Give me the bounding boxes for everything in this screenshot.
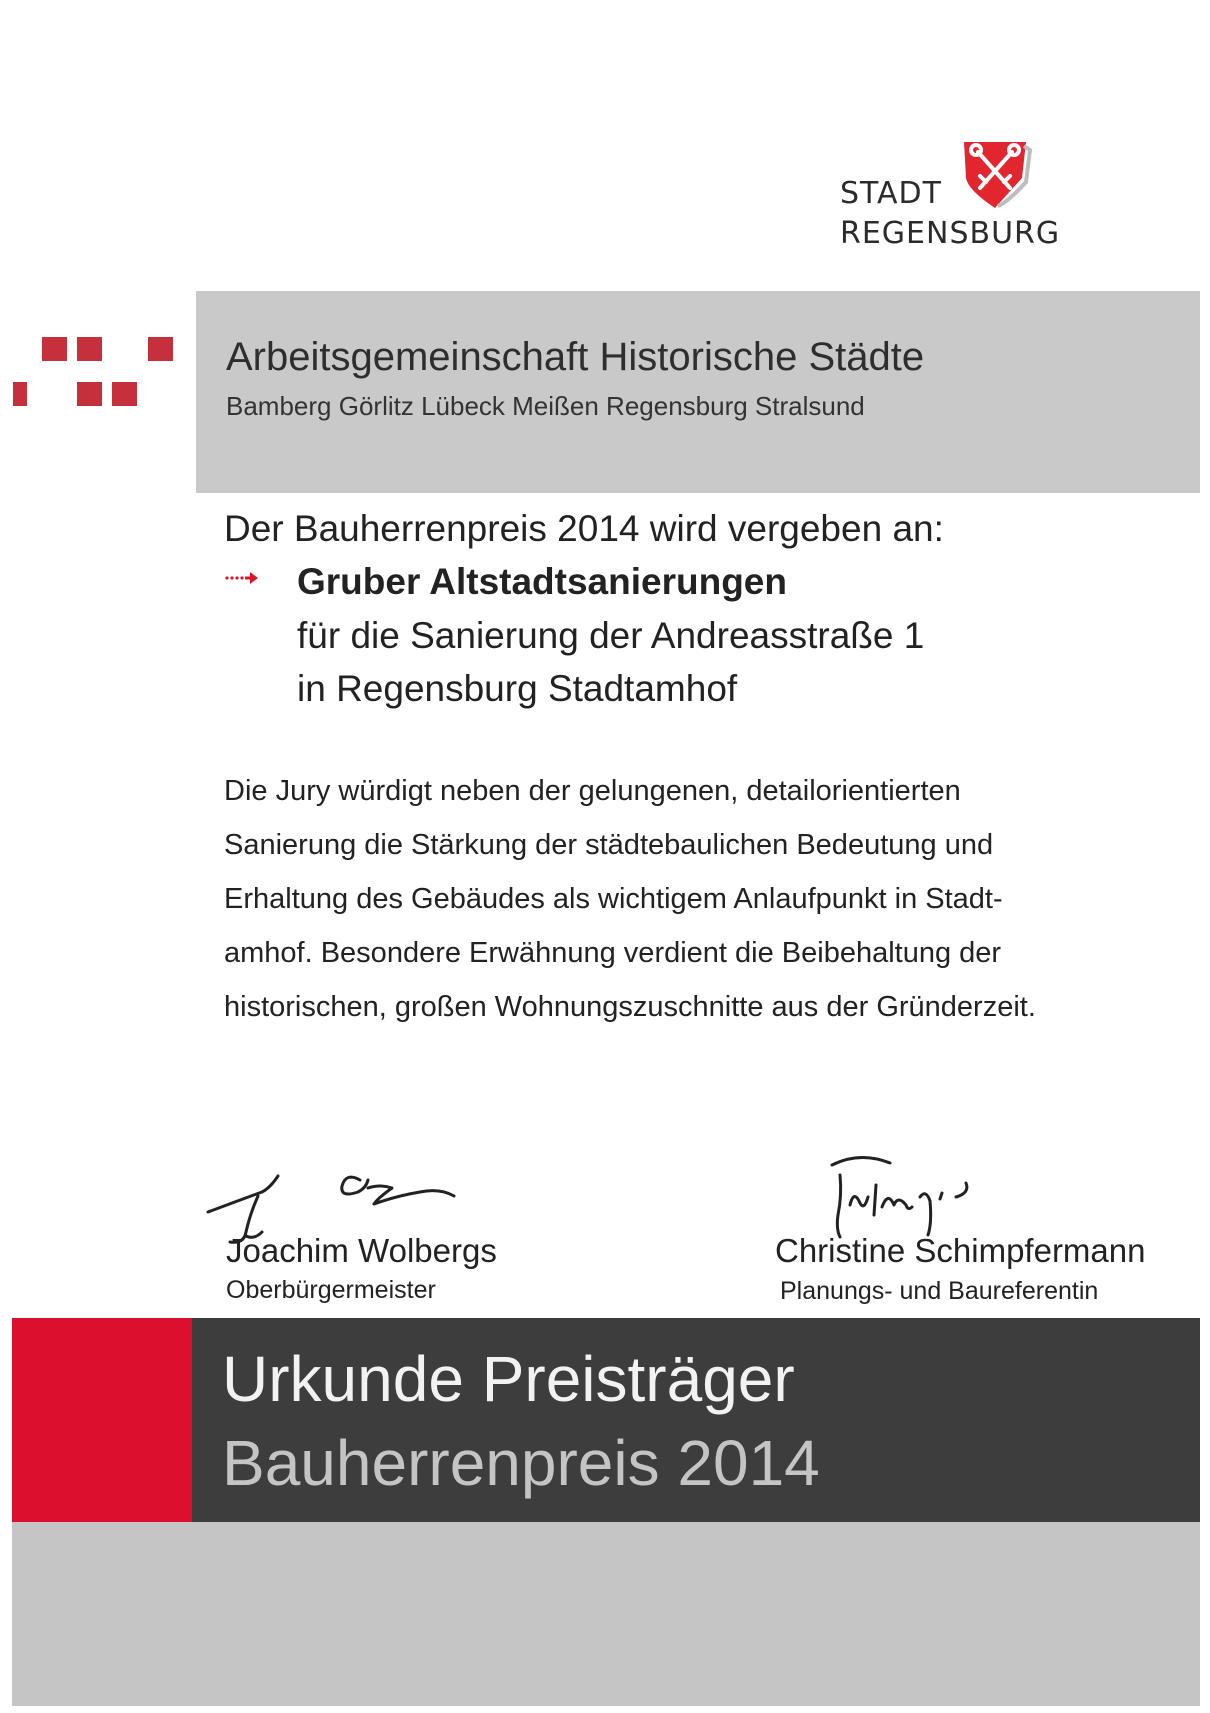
jury-line: Die Jury würdigt neben der gelungenen, detailorientierten <box>224 775 961 807</box>
signatory-name: Joachim Wolbergs <box>226 1232 497 1269</box>
footer-red-block <box>12 1318 192 1522</box>
certificate-subtitle: Bauherrenpreis 2014 <box>222 1427 820 1499</box>
footer-grey-band <box>12 1522 1200 1706</box>
jury-line: Sanierung die Stärkung der städtebaulichen Bedeutung und <box>224 829 994 861</box>
city-logo <box>840 138 1080 258</box>
city-logo-line1: STADT <box>840 176 942 211</box>
jury-line: Erhaltung des Gebäudes als wichtigem Anlaufpunkt in Stadt- <box>224 883 1003 915</box>
signature-right <box>820 1145 1040 1245</box>
jury-line: amhof. Besondere Erwähnung verdient die Beibehaltung der <box>224 937 1002 969</box>
city-logo-line2: REGENSBURG <box>840 216 1061 251</box>
signatory-role: Planungs- und Baureferentin <box>780 1277 1099 1305</box>
red-dotted-arrow-icon <box>224 570 260 586</box>
signatory-role: Oberbürgermeister <box>226 1276 436 1304</box>
regensburg-keys-crest-icon <box>958 138 1032 208</box>
signatory-name: Christine Schimpfermann <box>775 1232 1146 1269</box>
association-members: Bamberg Görlitz Lübeck Meißen Regensburg Stralsund <box>226 391 865 421</box>
project-line-2: in Regensburg Stadtamhof <box>297 668 738 709</box>
project-line-1: für die Sanierung der Andreasstraße 1 <box>297 615 925 656</box>
award-intro: Der Bauherrenpreis 2014 wird vergeben an: <box>224 508 944 549</box>
jury-line: historischen, großen Wohnungszuschnitte aus der Gründerzeit. <box>224 991 1036 1023</box>
recipient-name: Gruber Altstadtsanierungen <box>297 561 787 602</box>
association-title: Arbeitsgemeinschaft Historische Städte <box>226 335 925 379</box>
certificate-title: Urkunde Preisträger <box>222 1343 795 1415</box>
